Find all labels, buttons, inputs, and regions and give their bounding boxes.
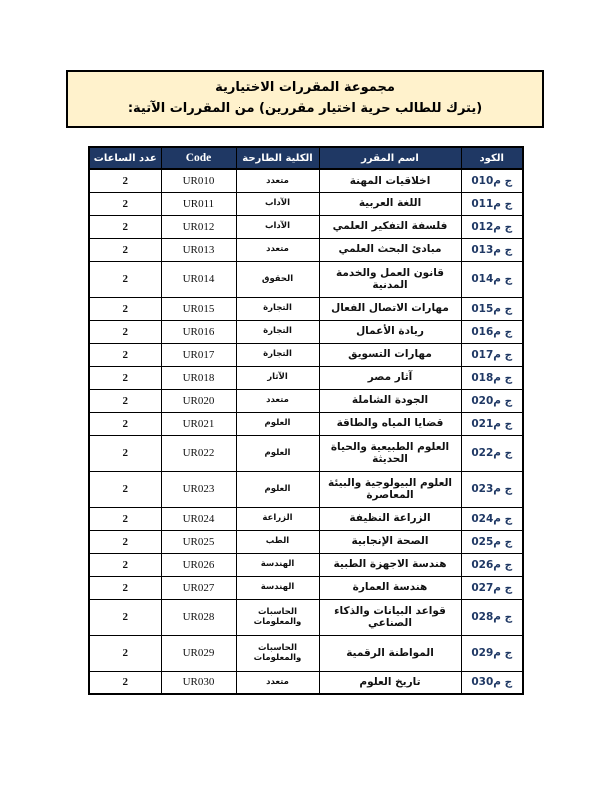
cell-faculty: التجارة [236, 320, 319, 343]
cell-code-ar: ج م029 [461, 635, 523, 671]
cell-faculty: التجارة [236, 343, 319, 366]
cell-code-en: UR022 [161, 435, 236, 471]
cell-faculty: متعدد [236, 389, 319, 412]
cell-code-ar: ج م015 [461, 297, 523, 320]
cell-code-ar: ج م022 [461, 435, 523, 471]
cell-hours: 2 [89, 238, 161, 261]
table-row [89, 435, 523, 471]
cell-course-name: مهارات التسويق [319, 343, 461, 366]
cell-faculty: الزراعة [236, 507, 319, 530]
cell-code-en: UR028 [161, 599, 236, 635]
table-row [89, 366, 523, 389]
cell-code-en: UR016 [161, 320, 236, 343]
cell-code-en: UR011 [161, 192, 236, 215]
cell-course-name: العلوم الطبيعية والحياة الحديثة [319, 435, 461, 471]
cell-faculty: الهندسة [236, 576, 319, 599]
cell-course-name: الزراعة النظيفة [319, 507, 461, 530]
cell-course-name: مهارات الاتصال الفعال [319, 297, 461, 320]
cell-course-name: اللغة العربية [319, 192, 461, 215]
cell-course-name: هندسة العمارة [319, 576, 461, 599]
table-row [89, 599, 523, 635]
cell-code-ar: ج م021 [461, 412, 523, 435]
cell-code-ar: ج م016 [461, 320, 523, 343]
cell-course-name: قضايا المياه والطاقة [319, 412, 461, 435]
cell-course-name: مبادئ البحث العلمي [319, 238, 461, 261]
cell-code-ar: ج م012 [461, 215, 523, 238]
cell-hours: 2 [89, 507, 161, 530]
cell-code-ar: ج م024 [461, 507, 523, 530]
cell-faculty: الهندسة [236, 553, 319, 576]
cell-code-en: UR020 [161, 389, 236, 412]
cell-code-en: UR023 [161, 471, 236, 507]
cell-course-name: قواعد البيانات والذكاء الصناعي [319, 599, 461, 635]
table-row [89, 343, 523, 366]
cell-code-en: UR013 [161, 238, 236, 261]
cell-code-en: UR017 [161, 343, 236, 366]
table-header-row [89, 147, 523, 169]
cell-hours: 2 [89, 215, 161, 238]
cell-faculty: الآداب [236, 215, 319, 238]
cell-hours: 2 [89, 320, 161, 343]
cell-faculty: العلوم [236, 471, 319, 507]
cell-code-ar: ج م017 [461, 343, 523, 366]
cell-code-en: UR015 [161, 297, 236, 320]
cell-faculty: الطب [236, 530, 319, 553]
cell-course-name: الصحة الإنجابية [319, 530, 461, 553]
cell-code-en: UR027 [161, 576, 236, 599]
cell-code-ar: ج م013 [461, 238, 523, 261]
cell-faculty: متعدد [236, 238, 319, 261]
cell-code-en: UR014 [161, 261, 236, 297]
cell-code-ar: ج م028 [461, 599, 523, 635]
cell-code-ar: ج م018 [461, 366, 523, 389]
cell-hours: 2 [89, 671, 161, 694]
table-row [89, 576, 523, 599]
elective-courses-table [88, 146, 524, 695]
cell-course-name: اخلاقيات المهنة [319, 169, 461, 192]
cell-hours: 2 [89, 192, 161, 215]
cell-code-ar: ج م027 [461, 576, 523, 599]
cell-hours: 2 [89, 435, 161, 471]
cell-code-ar: ج م030 [461, 671, 523, 694]
table-row [89, 635, 523, 671]
cell-code-en: UR012 [161, 215, 236, 238]
cell-course-name: هندسة الاجهزة الطبية [319, 553, 461, 576]
cell-course-name: تاريخ العلوم [319, 671, 461, 694]
cell-code-en: UR021 [161, 412, 236, 435]
cell-hours: 2 [89, 389, 161, 412]
cell-hours: 2 [89, 599, 161, 635]
title-line-1: مجموعة المقررات الاختيارية [215, 80, 395, 96]
table-row [89, 215, 523, 238]
table-row [89, 412, 523, 435]
table-row [89, 553, 523, 576]
cell-course-name: قانون العمل والخدمة المدنية [319, 261, 461, 297]
cell-hours: 2 [89, 366, 161, 389]
cell-faculty: الحاسبات والمعلومات [236, 599, 319, 635]
cell-hours: 2 [89, 635, 161, 671]
table-row [89, 507, 523, 530]
cell-faculty: الحاسبات والمعلومات [236, 635, 319, 671]
title-box [66, 70, 544, 128]
cell-code-ar: ج م010 [461, 169, 523, 192]
table-row [89, 169, 523, 192]
cell-code-en: UR029 [161, 635, 236, 671]
table-row [89, 238, 523, 261]
table-row [89, 192, 523, 215]
cell-faculty: الحقوق [236, 261, 319, 297]
cell-hours: 2 [89, 553, 161, 576]
cell-code-en: UR010 [161, 169, 236, 192]
cell-code-en: UR030 [161, 671, 236, 694]
cell-hours: 2 [89, 261, 161, 297]
table-row [89, 320, 523, 343]
cell-course-name: ريادة الأعمال [319, 320, 461, 343]
header-course-name: اسم المقرر [319, 147, 461, 169]
cell-faculty: العلوم [236, 412, 319, 435]
table-row [89, 530, 523, 553]
cell-code-en: UR024 [161, 507, 236, 530]
cell-faculty: العلوم [236, 435, 319, 471]
cell-hours: 2 [89, 169, 161, 192]
cell-hours: 2 [89, 343, 161, 366]
table-row [89, 297, 523, 320]
table-row [89, 471, 523, 507]
cell-code-ar: ج م014 [461, 261, 523, 297]
header-hours: عدد الساعات [89, 147, 161, 169]
cell-code-en: UR018 [161, 366, 236, 389]
table-row [89, 389, 523, 412]
cell-faculty: متعدد [236, 671, 319, 694]
header-code-ar: الكود [461, 147, 523, 169]
cell-code-en: UR026 [161, 553, 236, 576]
table-row [89, 261, 523, 297]
title-line-2: (يترك للطالب حرية اختيار مقررين) من المقررات الآتية: [127, 101, 483, 116]
cell-hours: 2 [89, 412, 161, 435]
cell-course-name: الجودة الشاملة [319, 389, 461, 412]
cell-course-name: المواطنة الرقمية [319, 635, 461, 671]
header-code-en: Code [161, 147, 236, 169]
cell-hours: 2 [89, 576, 161, 599]
cell-code-ar: ج م023 [461, 471, 523, 507]
cell-course-name: العلوم البيولوجية والبيئة المعاصرة [319, 471, 461, 507]
table-row [89, 671, 523, 694]
cell-faculty: الآداب [236, 192, 319, 215]
cell-hours: 2 [89, 471, 161, 507]
cell-code-ar: ج م025 [461, 530, 523, 553]
header-faculty: الكلية الطارحة [236, 147, 319, 169]
cell-course-name: آثار مصر [319, 366, 461, 389]
cell-hours: 2 [89, 530, 161, 553]
cell-code-ar: ج م011 [461, 192, 523, 215]
cell-code-ar: ج م020 [461, 389, 523, 412]
cell-code-en: UR025 [161, 530, 236, 553]
cell-course-name: فلسفة التفكير العلمي [319, 215, 461, 238]
cell-faculty: متعدد [236, 169, 319, 192]
cell-faculty: التجارة [236, 297, 319, 320]
cell-hours: 2 [89, 297, 161, 320]
cell-code-ar: ج م026 [461, 553, 523, 576]
cell-faculty: الآثار [236, 366, 319, 389]
